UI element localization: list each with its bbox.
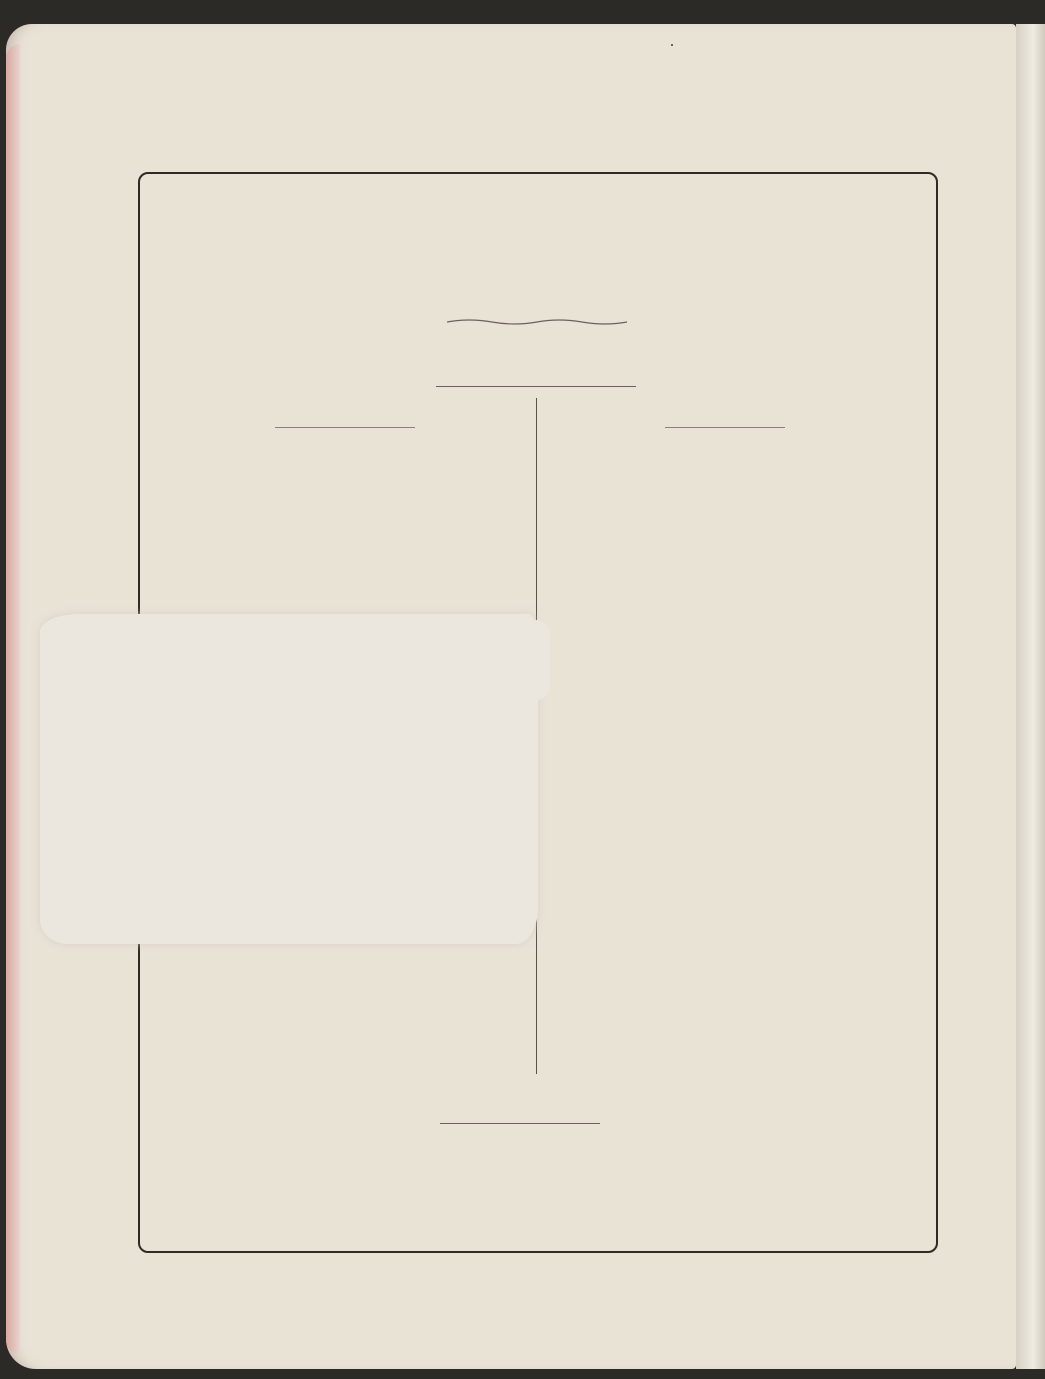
heading-rule-left [275, 427, 415, 428]
footer-divider [440, 1123, 600, 1124]
paper-repair-patch [40, 614, 538, 944]
speck [671, 44, 673, 46]
divider [436, 386, 636, 387]
binding-strip [1016, 24, 1045, 1369]
title-ornament [447, 318, 627, 326]
page-edge [6, 44, 20, 1354]
paper-repair-patch-edge [520, 620, 550, 700]
heading-rule-right [665, 427, 785, 428]
